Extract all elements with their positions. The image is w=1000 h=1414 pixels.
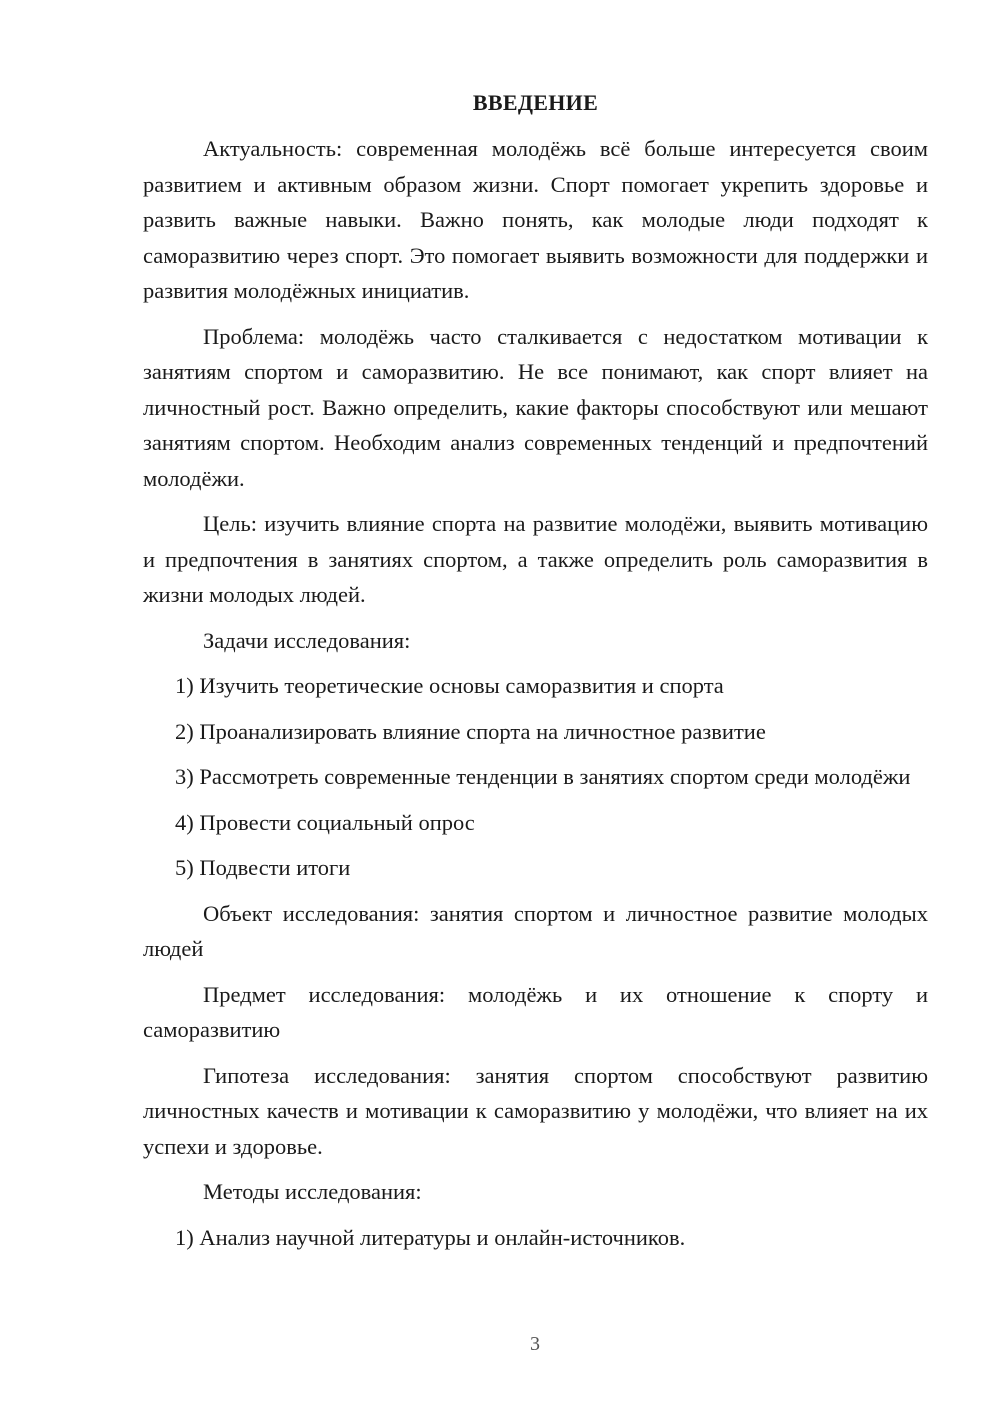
paragraph-object: Объект исследования: занятия спортом и личностное развитие молодых людей <box>143 900 928 961</box>
paragraph-goal: Цель: изучить влияние спорта на развитие молодёжи, выявить мотивацию и предпочтения в занятиях спортом, а также определить роль саморазвития в жизни молодых людей. <box>143 511 928 607</box>
paragraph-subject: Предмет исследования: молодёжь и их отношение к спорту и саморазвитию <box>143 981 928 1042</box>
method-item-1: 1) Анализ научной литературы и онлайн-источников. <box>175 1224 686 1250</box>
task-item-1: 1) Изучить теоретические основы саморазвития и спорта <box>175 673 724 698</box>
section-title: ВВЕДЕНИЕ <box>472 90 599 115</box>
paragraph-problem: Проблема: молодёжь часто сталкивается с недостатком мотивации к занятиям спортом и саморазвитию. Не все понимают, как спорт влияет на личностный рост. Важно определить, какие факторы способствуют или мешают занятиям спортом. Необходим анализ современных тенденций и предпочтений молодёжи. <box>143 323 928 491</box>
task-item-4: 4) Провести социальный опрос <box>175 809 475 835</box>
task-item-2: 2) Проанализировать влияние спорта на личностное развитие <box>175 718 766 744</box>
methods-heading: Методы исследования: <box>203 1179 422 1204</box>
task-item-3: 3) Рассмотреть современные тенденции в занятиях спортом среди молодёжи <box>175 764 911 789</box>
page-number: 3 <box>530 1333 540 1355</box>
document-page <box>143 88 928 1265</box>
paragraph-relevance: Актуальность: современная молодёжь всё больше интересуется своим развитием и активным образом жизни. Спорт помогает укрепить здоровье и развить важные навыки. Важно понять, как молодые люди подходят к саморазвитию через спорт. Это помогает выявить возможности для поддержки и развития молодёжных инициатив. <box>143 136 928 303</box>
task-item-5: 5) Подвести итоги <box>175 855 351 880</box>
tasks-heading: Задачи исследования: <box>203 627 411 653</box>
paragraph-hypothesis: Гипотеза исследования: занятия спортом способствуют развитию личностных качеств и мотивации к саморазвитию у молодёжи, что влияет на их успехи и здоровье. <box>143 1062 928 1159</box>
